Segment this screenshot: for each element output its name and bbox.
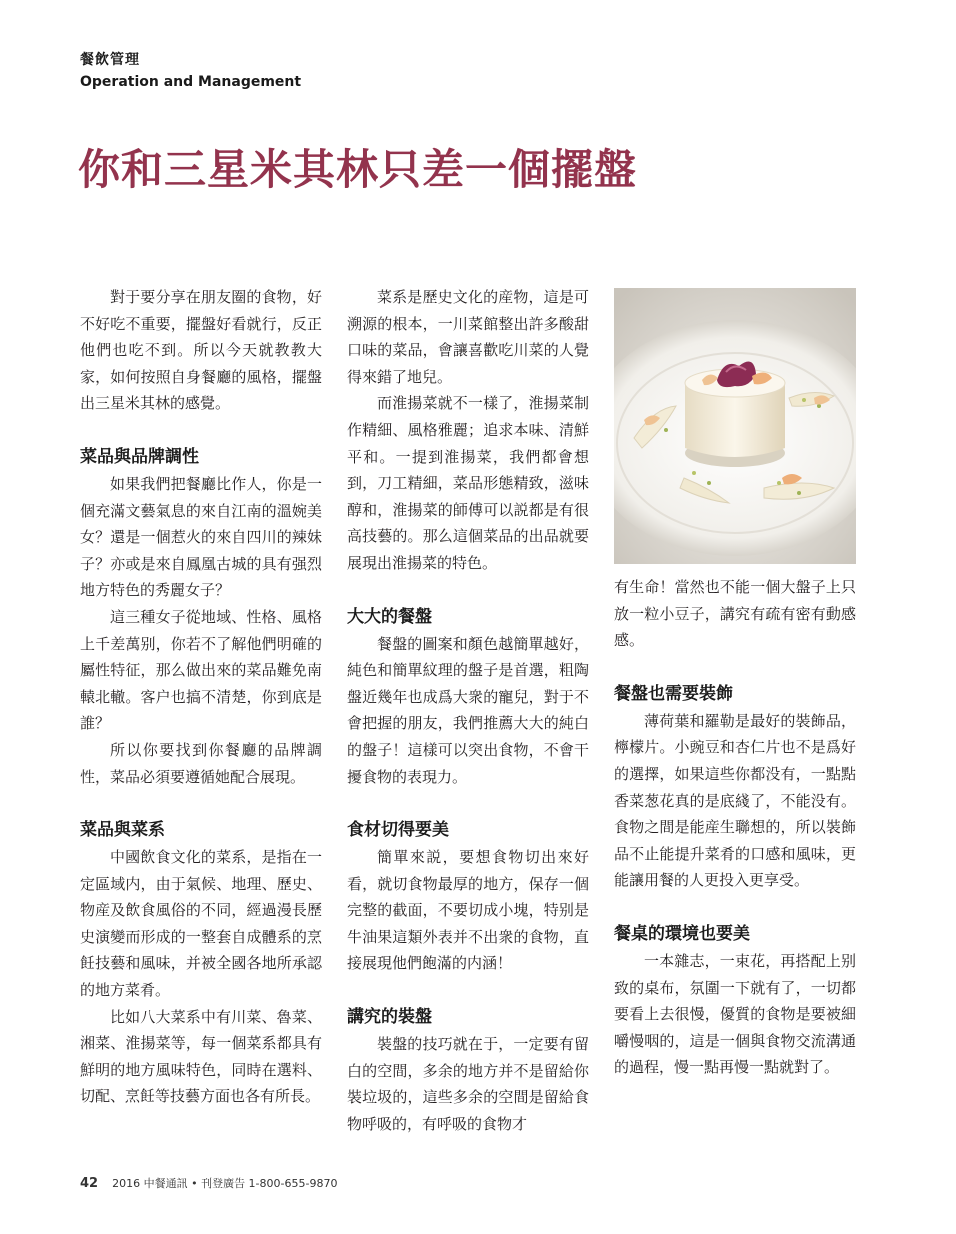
subheading-table: 餐桌的環境也要美	[614, 923, 750, 944]
paragraph: 裝盤的技巧就在于，一定要有留白的空間，多余的地方并不是留給你裝垃圾的，這些多余的空間是留給食物呼吸的，有呼吸的食物才	[347, 1035, 589, 1133]
subheading-cuisine: 菜品與菜系	[80, 820, 165, 841]
page-footer	[80, 1175, 337, 1191]
subheading-plate: 大大的餐盤	[347, 606, 432, 627]
section-title-en: Operation and Management	[80, 74, 302, 90]
paragraph: 中國飲食文化的菜系，是指在一定區域内，由于氣候、地理、歷史、物産及飲食風俗的不同，經過漫長歷史演變而形成的一整套自成體系的烹飪技藝和風味，并被全國各地所承認的地方菜肴。	[80, 848, 322, 1000]
dessert-plate-image	[614, 288, 856, 564]
subheading-garnish: 餐盤也需要裝飾	[614, 683, 733, 704]
paragraph: 有生命！當然也不能一個大盤子上只放一粒小豆子，講究有疏有密有動感感。	[614, 578, 856, 650]
section-label	[80, 50, 301, 92]
column-2	[347, 284, 589, 1137]
paragraph: 所以你要找到你餐廳的品牌調性，菜品必須要遵循她配合展現。	[80, 740, 322, 786]
subheading-cut: 食材切得要美	[347, 820, 449, 841]
paragraph: 薄荷葉和羅勒是最好的裝飾品，檸檬片。小豌豆和杏仁片也不是爲好的選擇，如果這些你都没有，一點點香菜葱花真的是底綫了，不能没有。食物之間是能産生聯想的，所以裝飾品不止能提升菜肴的口感和風味，更能讓用餐的人更投入更享受。	[614, 711, 856, 890]
subheading-brand: 菜品與品牌調性	[80, 446, 199, 467]
paragraph: 比如八大菜系中有川菜、魯菜、湘菜、淮揚菜等，每一個菜系都具有鮮明的地方風味特色，同時在選料、切配、烹飪等技藝方面也各有所長。	[80, 1007, 322, 1106]
paragraph: 簡單來説，要想食物切出來好看，就切食物最厚的地方，保存一個完整的截面，不要切成小塊，特别是牛油果這類外表并不出衆的食物，直接展現他們飽滿的内涵！	[347, 848, 589, 973]
dessert-photo	[614, 288, 856, 564]
section-title-zh: 餐飲管理	[80, 52, 140, 68]
paragraph: 菜系是歷史文化的産物，這是可溯源的根本，一川菜館整出許多酸甜口味的菜品，會讓喜歡吃川菜的人覺得來錯了地兒。	[347, 288, 589, 386]
column-1	[80, 284, 322, 1110]
paragraph: 而淮揚菜就不一樣了，淮揚菜制作精細、風格雅麗；追求本味、清鮮平和。一提到淮揚菜，我們都會想到，刀工精細，菜品形態精致，滋味醇和，淮揚菜的師傅可以説都是有很高技藝的。那么這個菜品的出品就要展現出淮揚菜的特色。	[347, 394, 589, 572]
article-title: 你和三星米其林只差一個擺盤	[78, 145, 638, 194]
paragraph: 一本雜志，一束花，再搭配上别致的桌布，氛圍一下就有了，一切都要看上去很慢，優質的食物是要被細嚼慢咽的，這是一個與食物交流溝通的過程，慢一點再慢一點就對了。	[614, 951, 856, 1077]
paragraph: 餐盤的圖案和顏色越簡單越好，純色和簡單紋理的盤子是首選，粗陶盤近幾年也成爲大衆的寵兒，對于不會把握的朋友，我們推薦大大的純白的盤子！這樣可以突出食物，不會干擾食物的表現力。	[347, 634, 589, 786]
paragraph: 如果我們把餐廳比作人，你是一個充滿文藝氣息的來自江南的溫婉美女？還是一個惹火的來自四川的辣妹子？亦或是來自鳳凰古城的具有强烈地方特色的秀麗女子？	[80, 474, 322, 600]
page-number: 42	[80, 1176, 99, 1191]
paragraph: 這三種女子從地域、性格、風格上千差萬别，你若不了解他們明確的屬性特征，那么做出來的菜品難免南轅北轍。客户也搞不清楚，你到底是誰？	[80, 607, 322, 733]
footer-text: 2016 中餐通訊 • 刊登廣告 1-800-655-9870	[112, 1177, 338, 1190]
column-3	[614, 574, 856, 1081]
subheading-arrange: 講究的裝盤	[347, 1007, 432, 1028]
paragraph: 對于要分享在朋友圈的食物，好不好吃不重要，擺盤好看就行，反正他們也吃不到。所以今天就教教大家，如何按照自身餐廳的風格，擺盤出三星米其林的感覺。	[80, 288, 322, 413]
